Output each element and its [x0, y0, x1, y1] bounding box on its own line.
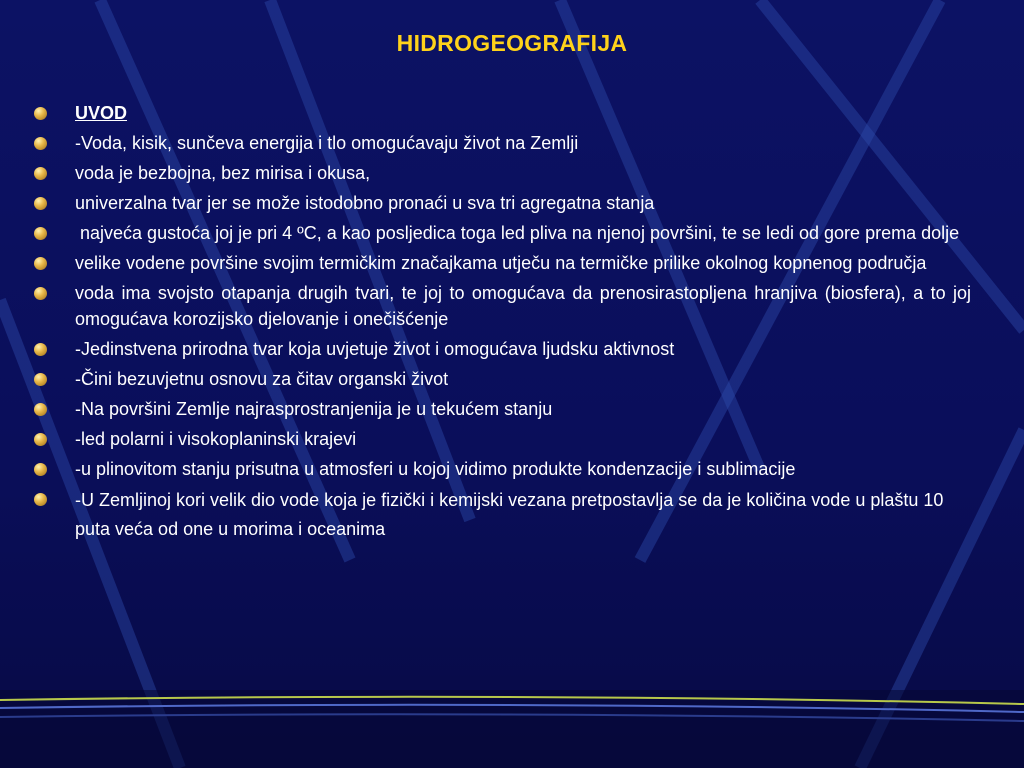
bullet-list: [30, 100, 977, 548]
list-item: [30, 366, 971, 392]
list-item: [30, 130, 971, 156]
list-item-text: voda ima svojsto otapanja drugih tvari, te joj to omogućava da prenosirastopljena hranjiva (biosfera), a to joj omogućava korozijsko djelovanje i onečišćenje: [75, 283, 977, 329]
gold-sphere-bullet-icon: [34, 373, 47, 386]
list-item-text: najveća gustoća joj je pri 4 ºC, a kao posljedica toga led pliva na njenoj površini, te se ledi od gore prema dolje: [75, 223, 960, 243]
gold-sphere-bullet-icon: [34, 167, 47, 180]
list-item: [30, 426, 971, 452]
list-item-text: -led polarni i visokoplaninski krajevi: [75, 429, 357, 449]
list-item-text: -Jedinstvena prirodna tvar koja uvjetuje život i omogućava ljudsku aktivnost: [75, 339, 675, 359]
gold-sphere-bullet-icon: [34, 227, 47, 240]
list-item: [30, 456, 971, 482]
slide-title: HIDROGEOGRAFIJA: [396, 30, 628, 56]
gold-sphere-bullet-icon: [34, 403, 47, 416]
list-item-text: -Čini bezuvjetnu osnovu za čitav organski život: [75, 369, 449, 389]
list-item: [30, 160, 971, 186]
list-item-text: -Voda, kisik, sunčeva energija i tlo omogućavaju život na Zemlji: [75, 133, 579, 153]
list-item: [30, 220, 971, 246]
list-item-text: -U Zemljinoj kori velik dio vode koja je fizički i kemijski vezana pretpostavlja se da je količina vode u plaštu 10 puta veća od one u morima i oceanima: [75, 490, 949, 539]
list-item-text: -u plinovitom stanju prisutna u atmosferi u kojoj vidimo produkte kondenzacije i sublimacije: [75, 459, 796, 479]
list-item: [30, 250, 971, 276]
gold-sphere-bullet-icon: [34, 493, 47, 506]
list-item-text: voda je bezbojna, bez mirisa i okusa,: [75, 163, 371, 183]
list-item: [30, 396, 971, 422]
list-item-heading: [30, 100, 971, 126]
gold-sphere-bullet-icon: [34, 107, 47, 120]
list-item-text: -Na površini Zemlje najrasprostranjenija je u tekućem stanju: [75, 399, 553, 419]
gold-sphere-bullet-icon: [34, 137, 47, 150]
list-item: [30, 280, 977, 332]
list-item: [30, 190, 971, 216]
gold-sphere-bullet-icon: [34, 257, 47, 270]
gold-sphere-bullet-icon: [34, 343, 47, 356]
list-item: [30, 336, 971, 362]
gold-sphere-bullet-icon: [34, 287, 47, 300]
list-item-text: velike vodene površine svojim termičkim značajkama utječu na termičke prilike okolnog kopnenog područja: [75, 253, 927, 273]
list-item: [30, 486, 971, 544]
gold-sphere-bullet-icon: [34, 197, 47, 210]
section-heading: UVOD: [75, 103, 128, 123]
gold-sphere-bullet-icon: [34, 463, 47, 476]
gold-sphere-bullet-icon: [34, 433, 47, 446]
list-item-text: univerzalna tvar jer se može istodobno pronaći u sva tri agregatna stanja: [75, 193, 655, 213]
